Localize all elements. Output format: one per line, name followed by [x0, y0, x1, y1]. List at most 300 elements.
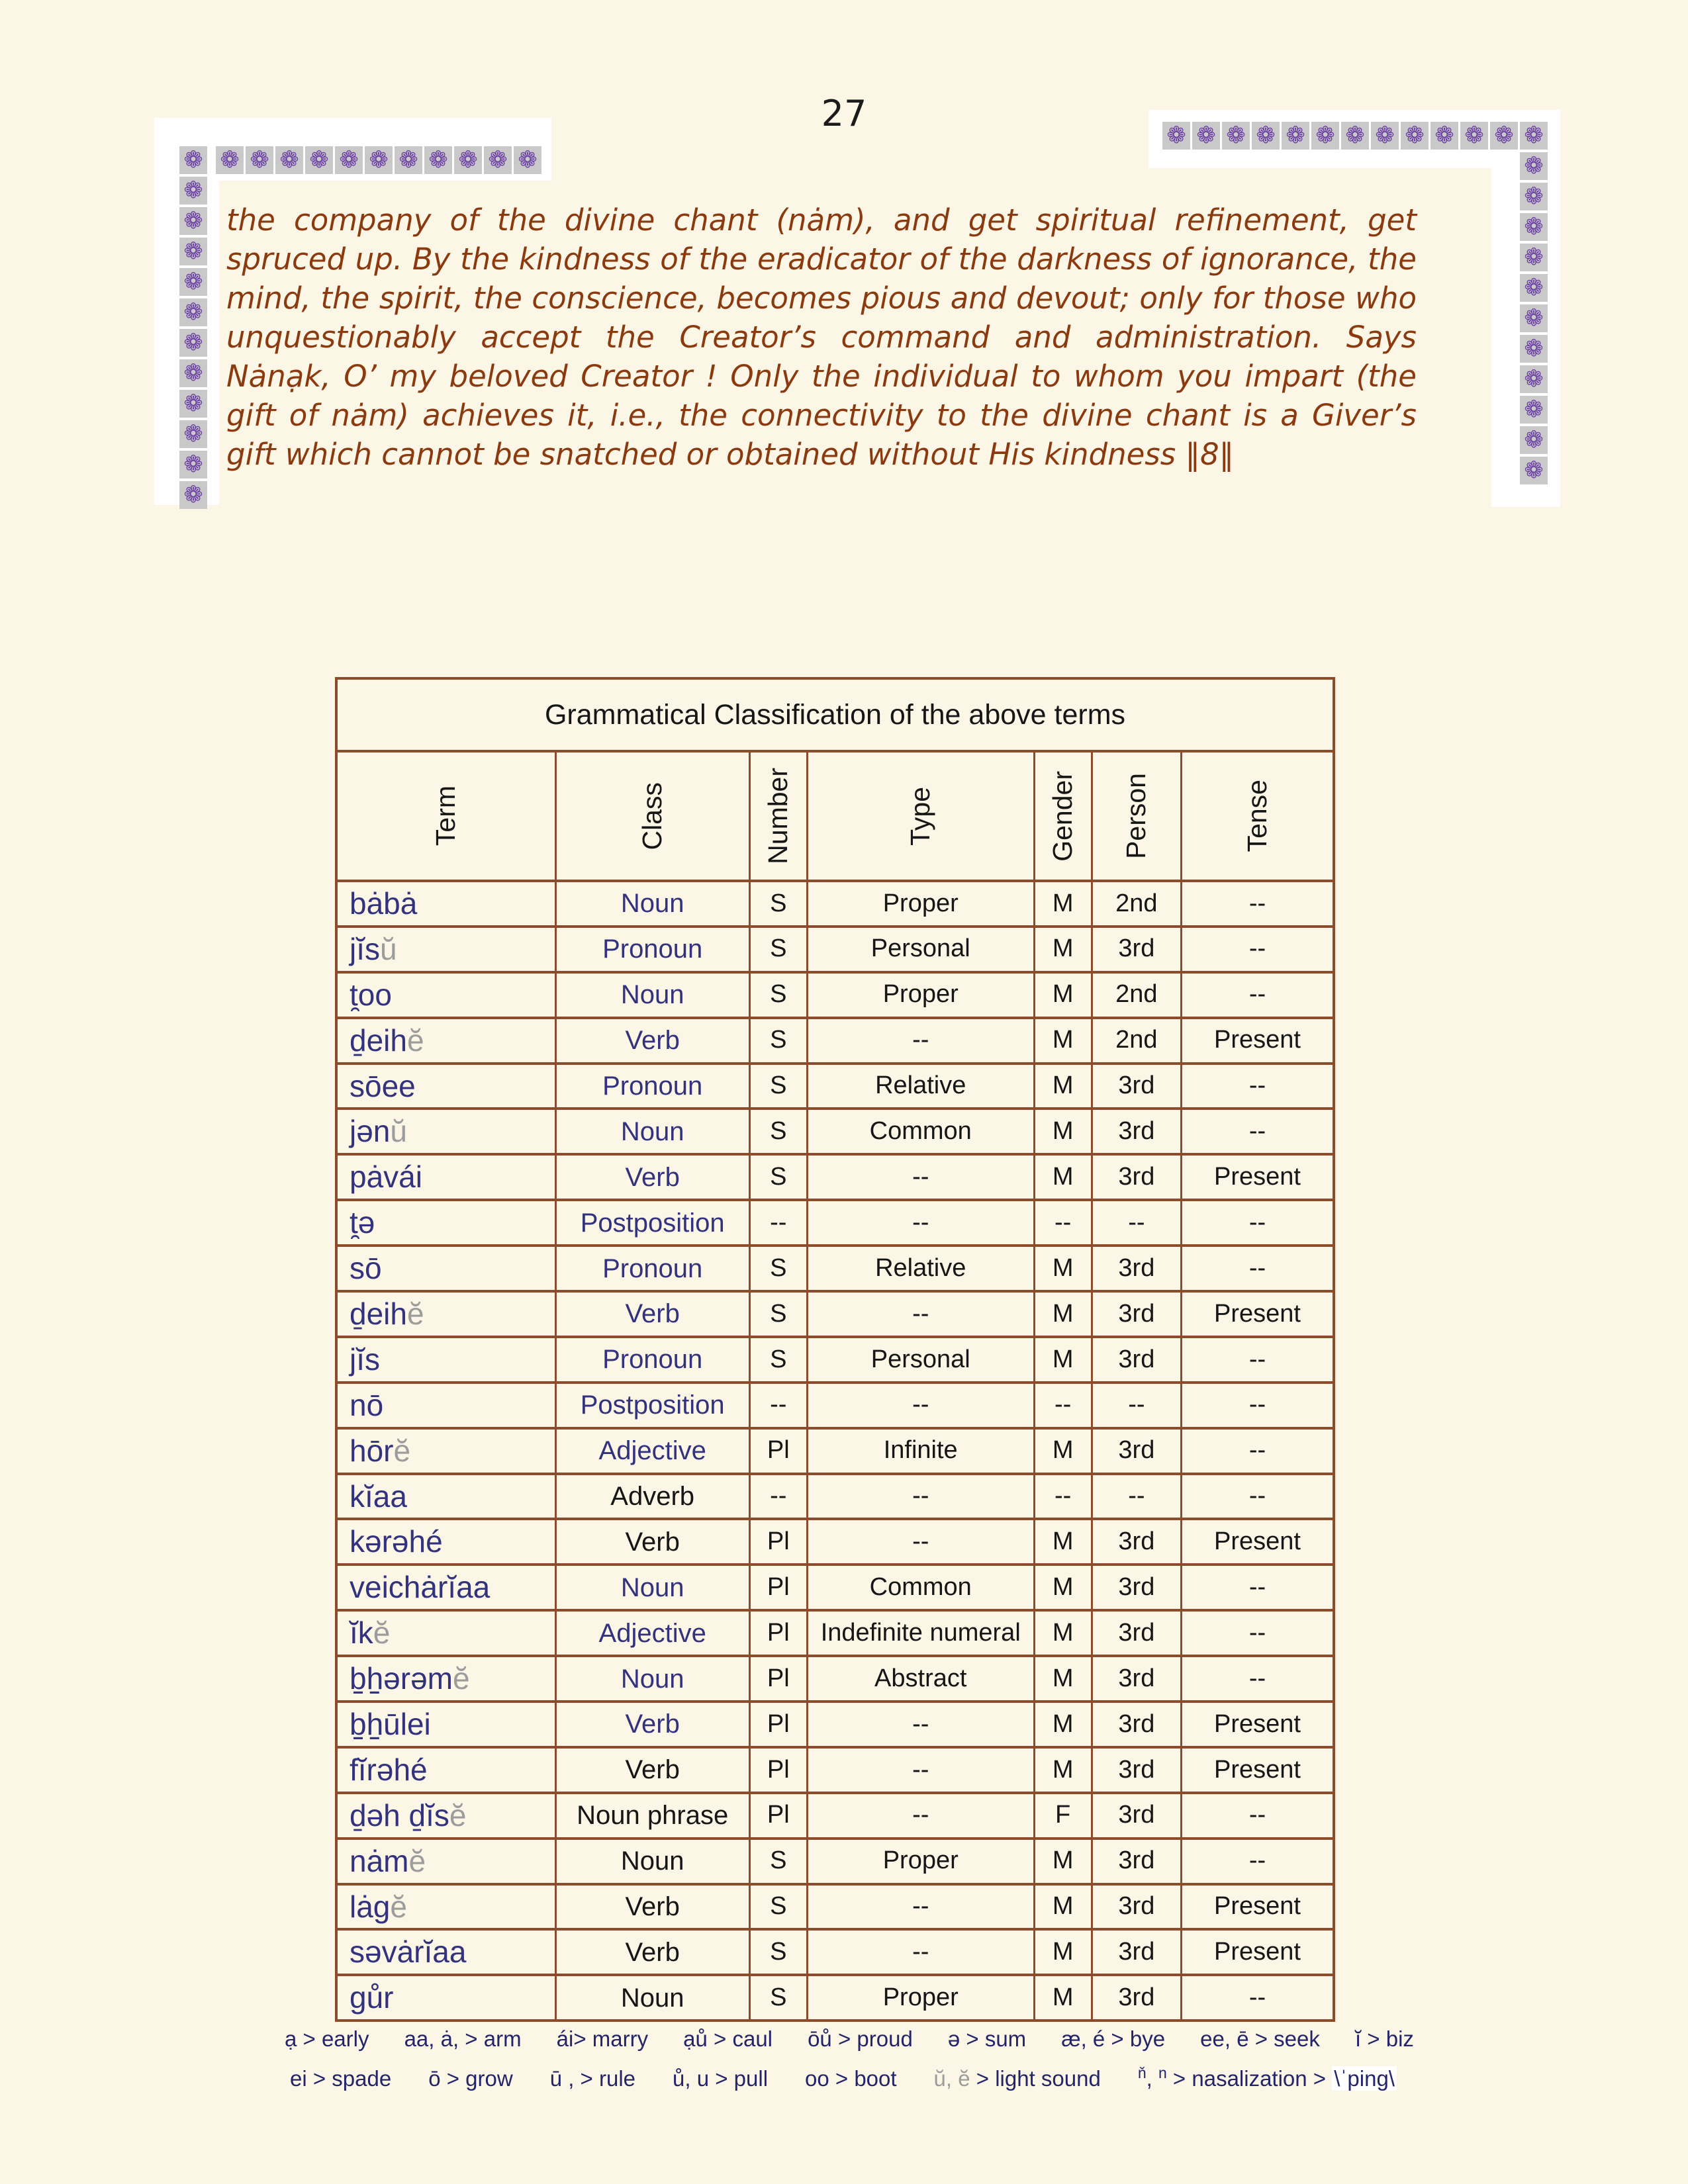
- gender-cell: M: [1033, 1703, 1091, 1746]
- legend-item: ōů > proud: [808, 2026, 913, 2051]
- term-gray-suffix: ŭ: [390, 1114, 407, 1149]
- flower-icon: ❁: [275, 146, 303, 174]
- term-cell: [338, 1976, 555, 2019]
- person-cell: 3rd: [1091, 1976, 1180, 2019]
- legend-item: ee, ē > seek: [1200, 2026, 1320, 2051]
- tense-cell: --: [1180, 882, 1333, 925]
- type-cell: Abstract: [806, 1657, 1033, 1700]
- person-cell: 2nd: [1091, 1019, 1180, 1062]
- type-cell: Relative: [806, 1065, 1033, 1108]
- flower-icon: ❁: [335, 146, 363, 174]
- term-cell: [338, 1794, 555, 1837]
- term-cell: [338, 1247, 555, 1290]
- gender-cell: M: [1033, 1566, 1091, 1609]
- person-cell: --: [1091, 1201, 1180, 1244]
- term-cell: [338, 1384, 555, 1427]
- gender-cell: M: [1033, 1019, 1091, 1062]
- person-cell: 2nd: [1091, 882, 1180, 925]
- person-cell: --: [1091, 1475, 1180, 1518]
- term-text: jən: [350, 1114, 391, 1149]
- flower-icon: ❁: [1401, 122, 1429, 150]
- term-gray-suffix: ĕ: [408, 1843, 426, 1878]
- table-row: [338, 1700, 1333, 1746]
- class-cell: Verb: [555, 1520, 749, 1563]
- flower-icon: ❁: [1282, 122, 1309, 150]
- class-cell: Noun: [555, 974, 749, 1017]
- number-cell: S: [749, 928, 806, 971]
- person-cell: 3rd: [1091, 1338, 1180, 1381]
- table-row: [338, 1427, 1333, 1473]
- term-text: ḏəh ḏĭs: [350, 1797, 449, 1833]
- class-cell: Pronoun: [555, 1247, 749, 1290]
- table-row: [338, 1928, 1333, 1974]
- number-cell: S: [749, 1976, 806, 2019]
- term-text: sō: [350, 1251, 382, 1286]
- type-cell: Common: [806, 1110, 1033, 1153]
- term-gray-suffix: ĕ: [390, 1889, 407, 1924]
- table-header-row: [338, 752, 1333, 880]
- type-cell: Proper: [806, 1976, 1033, 2019]
- table-row: [338, 1746, 1333, 1792]
- flower-icon: ❁: [179, 207, 207, 235]
- term-text: səvȧrĭaa: [350, 1934, 467, 1970]
- type-cell: Relative: [806, 1247, 1033, 1290]
- gender-cell: F: [1033, 1794, 1091, 1837]
- tense-cell: Present: [1180, 1520, 1333, 1563]
- table-row: [338, 880, 1333, 925]
- term-text: hōr: [350, 1433, 394, 1468]
- table-row: [338, 1837, 1333, 1883]
- tense-cell: Present: [1180, 1156, 1333, 1199]
- number-cell: Pl: [749, 1749, 806, 1792]
- type-cell: --: [806, 1931, 1033, 1974]
- term-cell: [338, 1110, 555, 1153]
- legend-item: ĭ > biz: [1354, 2026, 1414, 2051]
- column-header-person: Person: [1091, 752, 1180, 880]
- flower-icon: ❁: [1520, 365, 1548, 393]
- type-cell: Common: [806, 1566, 1033, 1609]
- tense-cell: Present: [1180, 1886, 1333, 1929]
- type-cell: --: [806, 1475, 1033, 1518]
- term-text: nȧm: [350, 1843, 409, 1878]
- term-text: gůr: [350, 1980, 394, 2015]
- type-cell: --: [806, 1293, 1033, 1336]
- class-cell: Postposition: [555, 1384, 749, 1427]
- tense-cell: Present: [1180, 1931, 1333, 1974]
- flower-icon: ❁: [1252, 122, 1280, 150]
- gender-cell: M: [1033, 1156, 1091, 1199]
- term-text: ĭk: [350, 1615, 373, 1651]
- tense-cell: --: [1180, 1201, 1333, 1244]
- class-cell: Verb: [555, 1293, 749, 1336]
- decorative-border-top-right-row: [1162, 122, 1518, 150]
- term-text: nō: [350, 1387, 384, 1422]
- tense-cell: Present: [1180, 1749, 1333, 1792]
- gender-cell: M: [1033, 1293, 1091, 1336]
- person-cell: 2nd: [1091, 974, 1180, 1017]
- table-row: [338, 1974, 1333, 2019]
- class-cell: Noun: [555, 1657, 749, 1700]
- flower-icon: ❁: [305, 146, 333, 174]
- term-cell: [338, 1566, 555, 1609]
- class-cell: Noun: [555, 1566, 749, 1609]
- term-text: t̯ə: [350, 1205, 375, 1240]
- type-cell: Proper: [806, 882, 1033, 925]
- table-row: [338, 925, 1333, 971]
- person-cell: 3rd: [1091, 1612, 1180, 1655]
- column-header-type: Type: [806, 752, 1033, 880]
- column-header-term: Term: [430, 786, 461, 846]
- term-cell: [338, 1065, 555, 1108]
- term-cell: [338, 974, 555, 1017]
- table-row: [338, 1062, 1333, 1108]
- tense-cell: --: [1180, 1110, 1333, 1153]
- pronunciation-legend-line-2: [290, 2066, 1397, 2091]
- tense-cell: Present: [1180, 1703, 1333, 1746]
- legend-item: ạ > early: [285, 2026, 369, 2051]
- flower-icon: ❁: [1520, 335, 1548, 363]
- type-cell: --: [806, 1794, 1033, 1837]
- number-cell: Pl: [749, 1657, 806, 1700]
- term-text: t̯oo: [350, 977, 392, 1012]
- term-text: ḏeih: [350, 1297, 407, 1332]
- legend-item: æ, é > bye: [1061, 2026, 1166, 2051]
- term-gray-suffix: ĕ: [406, 1023, 424, 1058]
- term-cell: [338, 1201, 555, 1244]
- gender-cell: M: [1033, 1976, 1091, 2019]
- term-cell: [338, 1019, 555, 1062]
- term-gray-suffix: ĕ: [452, 1661, 470, 1696]
- table-row: [338, 1609, 1333, 1655]
- gender-cell: M: [1033, 1430, 1091, 1473]
- gender-cell: --: [1033, 1475, 1091, 1518]
- legend-item: $^ň$, $^n$ > nasalization > \ˈping\: [1138, 2066, 1397, 2091]
- tense-cell: --: [1180, 1794, 1333, 1837]
- number-cell: Pl: [749, 1566, 806, 1609]
- person-cell: 3rd: [1091, 1110, 1180, 1153]
- legend-item: oo > boot: [805, 2066, 897, 2091]
- class-cell: Noun: [555, 1110, 749, 1153]
- number-cell: S: [749, 1110, 806, 1153]
- number-cell: S: [749, 1156, 806, 1199]
- term-text: veichȧrĭaa: [350, 1570, 491, 1605]
- flower-icon: ❁: [179, 359, 207, 387]
- term-cell: [338, 1612, 555, 1655]
- decorative-border-right-column: [1520, 122, 1548, 484]
- gender-cell: M: [1033, 1065, 1091, 1108]
- tense-cell: --: [1180, 974, 1333, 1017]
- person-cell: 3rd: [1091, 1931, 1180, 1974]
- number-cell: Pl: [749, 1794, 806, 1837]
- tense-cell: Present: [1180, 1019, 1333, 1062]
- term-cell: [338, 1886, 555, 1929]
- flower-icon: ❁: [1222, 122, 1250, 150]
- flower-icon: ❁: [1460, 122, 1488, 150]
- person-cell: 3rd: [1091, 1749, 1180, 1792]
- person-cell: --: [1091, 1384, 1180, 1427]
- class-cell: Verb: [555, 1886, 749, 1929]
- flower-icon: ❁: [1520, 274, 1548, 302]
- flower-icon: ❁: [1520, 426, 1548, 454]
- term-cell: [338, 1657, 555, 1700]
- class-cell: Adjective: [555, 1430, 749, 1473]
- number-cell: Pl: [749, 1520, 806, 1563]
- number-cell: S: [749, 974, 806, 1017]
- class-cell: Noun phrase: [555, 1794, 749, 1837]
- tense-cell: --: [1180, 1475, 1333, 1518]
- type-cell: --: [806, 1156, 1033, 1199]
- term-text: kĭaa: [350, 1479, 407, 1514]
- flower-icon: ❁: [179, 329, 207, 357]
- flower-icon: ❁: [1490, 122, 1518, 150]
- number-cell: S: [749, 1338, 806, 1381]
- tense-cell: --: [1180, 1338, 1333, 1381]
- class-cell: Noun: [555, 1840, 749, 1883]
- tense-cell: --: [1180, 928, 1333, 971]
- flower-icon: ❁: [1371, 122, 1399, 150]
- flower-icon: ❁: [1311, 122, 1339, 150]
- person-cell: 3rd: [1091, 1794, 1180, 1837]
- gender-cell: M: [1033, 1749, 1091, 1792]
- number-cell: --: [749, 1384, 806, 1427]
- gender-cell: M: [1033, 1886, 1091, 1929]
- term-gray-suffix: ĕ: [449, 1797, 467, 1833]
- term-cell: [338, 1703, 555, 1746]
- number-cell: --: [749, 1475, 806, 1518]
- table-row: [338, 1518, 1333, 1563]
- table-body: [338, 880, 1333, 2019]
- class-cell: Verb: [555, 1156, 749, 1199]
- term-text: fĭrəhé: [350, 1752, 428, 1787]
- gender-cell: M: [1033, 1338, 1091, 1381]
- flower-icon: ❁: [246, 146, 273, 174]
- table-row: [338, 971, 1333, 1017]
- class-cell: Pronoun: [555, 1338, 749, 1381]
- person-cell: 3rd: [1091, 1566, 1180, 1609]
- person-cell: 3rd: [1091, 1840, 1180, 1883]
- column-header-gender: Gender: [1033, 752, 1091, 880]
- type-cell: --: [806, 1886, 1033, 1929]
- flower-icon: ❁: [1430, 122, 1458, 150]
- term-text: jĭs: [350, 931, 380, 966]
- term-cell: [338, 1931, 555, 1974]
- person-cell: 3rd: [1091, 1156, 1180, 1199]
- flower-icon: ❁: [1520, 183, 1548, 210]
- flower-icon: ❁: [1520, 152, 1548, 180]
- flower-icon: ❁: [514, 146, 541, 174]
- legend-item: ō > grow: [428, 2066, 513, 2091]
- table-row: [338, 1336, 1333, 1381]
- number-cell: --: [749, 1201, 806, 1244]
- number-cell: S: [749, 1840, 806, 1883]
- class-cell: Noun: [555, 882, 749, 925]
- flower-icon: ❁: [216, 146, 244, 174]
- term-gray-suffix: ĕ: [393, 1433, 411, 1468]
- flower-icon: ❁: [1192, 122, 1220, 150]
- class-cell: Noun: [555, 1976, 749, 2019]
- class-cell: Pronoun: [555, 1065, 749, 1108]
- flower-icon: ❁: [1520, 244, 1548, 271]
- term-text: kərəhé: [350, 1524, 443, 1559]
- person-cell: 3rd: [1091, 1520, 1180, 1563]
- legend-item: ə > sum: [947, 2026, 1027, 2051]
- number-cell: S: [749, 1931, 806, 1974]
- flower-icon: ❁: [1520, 122, 1548, 150]
- gender-cell: M: [1033, 1520, 1091, 1563]
- number-cell: Pl: [749, 1703, 806, 1746]
- type-cell: Proper: [806, 1840, 1033, 1883]
- term-cell: [338, 928, 555, 971]
- gender-cell: M: [1033, 1657, 1091, 1700]
- flower-icon: ❁: [424, 146, 452, 174]
- tense-cell: --: [1180, 1247, 1333, 1290]
- table-row: [338, 1792, 1333, 1837]
- term-text: lȧg: [350, 1889, 391, 1924]
- flower-icon: ❁: [179, 420, 207, 448]
- flower-icon: ❁: [1162, 122, 1190, 150]
- table-row: [338, 1017, 1333, 1062]
- term-gray-suffix: ŭ: [380, 931, 397, 966]
- term-gray-suffix: ĕ: [373, 1615, 391, 1651]
- term-cell: [338, 1156, 555, 1199]
- flower-icon: ❁: [179, 298, 207, 326]
- person-cell: 3rd: [1091, 1657, 1180, 1700]
- gender-cell: --: [1033, 1384, 1091, 1427]
- class-cell: Verb: [555, 1703, 749, 1746]
- number-cell: S: [749, 1293, 806, 1336]
- flower-icon: ❁: [179, 177, 207, 205]
- person-cell: 3rd: [1091, 1247, 1180, 1290]
- flower-icon: ❁: [454, 146, 482, 174]
- flower-icon: ❁: [179, 146, 207, 174]
- type-cell: Infinite: [806, 1430, 1033, 1473]
- class-cell: Pronoun: [555, 928, 749, 971]
- person-cell: 3rd: [1091, 1886, 1180, 1929]
- gender-cell: M: [1033, 882, 1091, 925]
- flower-icon: ❁: [1520, 213, 1548, 241]
- gender-cell: M: [1033, 928, 1091, 971]
- pronunciation-legend-line-1: [285, 2026, 1414, 2052]
- table-title: Grammatical Classification of the above terms: [338, 680, 1333, 752]
- gender-cell: --: [1033, 1201, 1091, 1244]
- class-cell: Adjective: [555, 1612, 749, 1655]
- table-row: [338, 1381, 1333, 1427]
- legend-item: ái> marry: [556, 2026, 649, 2051]
- flower-icon: ❁: [1520, 457, 1548, 484]
- flower-icon: ❁: [1520, 396, 1548, 424]
- term-text: pȧvái: [350, 1160, 422, 1195]
- flower-icon: ❁: [484, 146, 512, 174]
- type-cell: --: [806, 1749, 1033, 1792]
- body-paragraph: the company of the divine chant (nȧm), and get spiritual refinement, get spruced up. By the kindness of the eradicator of the darkness of ignorance, the mind, the spirit, the conscience, becomes pious and devout; only for those who unquestionably accept the Creator’s command and administration. Says Nȧnạk, O’ my beloved Creator ! Only the individual to whom you impart (the gift of nȧm) achieves it, i.e., the connectivity to the divine chant is a Giver’s gift which cannot be snatched or obtained without His kindness ‖8‖: [226, 203, 1417, 472]
- legend-item: ů, u > pull: [673, 2066, 769, 2091]
- term-text: b̠h̠ūlei: [350, 1707, 431, 1742]
- table-row: [338, 1107, 1333, 1153]
- gender-cell: M: [1033, 974, 1091, 1017]
- term-cell: [338, 1520, 555, 1563]
- type-cell: --: [806, 1019, 1033, 1062]
- column-header-class: Class: [555, 752, 749, 880]
- page-number: 27: [821, 93, 867, 134]
- type-cell: Indefinite numeral: [806, 1612, 1033, 1655]
- column-header-number: Number: [749, 752, 806, 880]
- table-row: [338, 1290, 1333, 1336]
- person-cell: 3rd: [1091, 1430, 1180, 1473]
- grammar-table: [335, 677, 1335, 2022]
- type-cell: --: [806, 1703, 1033, 1746]
- number-cell: Pl: [749, 1430, 806, 1473]
- person-cell: 3rd: [1091, 1065, 1180, 1108]
- number-cell: S: [749, 1019, 806, 1062]
- person-cell: 3rd: [1091, 1703, 1180, 1746]
- flower-icon: ❁: [395, 146, 422, 174]
- number-cell: S: [749, 882, 806, 925]
- flower-icon: ❁: [365, 146, 393, 174]
- number-cell: S: [749, 1247, 806, 1290]
- tense-cell: --: [1180, 1065, 1333, 1108]
- class-cell: Verb: [555, 1931, 749, 1974]
- term-text: ḏeih: [350, 1023, 407, 1058]
- gender-cell: M: [1033, 1110, 1091, 1153]
- flower-icon: ❁: [179, 238, 207, 265]
- tense-cell: --: [1180, 1657, 1333, 1700]
- legend-item: ŭ, ĕ > light sound: [933, 2066, 1101, 2091]
- legend-item: aa, ȧ, > arm: [404, 2026, 522, 2051]
- person-cell: 3rd: [1091, 1293, 1180, 1336]
- tense-cell: --: [1180, 1384, 1333, 1427]
- term-text: bȧbȧ: [350, 886, 418, 921]
- table-row: [338, 1883, 1333, 1929]
- class-cell: Verb: [555, 1749, 749, 1792]
- table-row: [338, 1473, 1333, 1518]
- flower-icon: ❁: [179, 268, 207, 296]
- class-cell: Verb: [555, 1019, 749, 1062]
- legend-item: ei > spade: [290, 2066, 392, 2091]
- type-cell: --: [806, 1201, 1033, 1244]
- term-gray-suffix: ĕ: [406, 1297, 424, 1332]
- table-row: [338, 1153, 1333, 1199]
- term-text: sōee: [350, 1068, 416, 1103]
- class-cell: Postposition: [555, 1201, 749, 1244]
- column-header-tense: Tense: [1180, 752, 1333, 880]
- term-cell: [338, 1475, 555, 1518]
- term-cell: [338, 882, 555, 925]
- term-cell: [338, 1338, 555, 1381]
- decorative-border-top-left-row: [216, 146, 541, 174]
- tense-cell: --: [1180, 1566, 1333, 1609]
- number-cell: S: [749, 1886, 806, 1929]
- tense-cell: --: [1180, 1612, 1333, 1655]
- tense-cell: --: [1180, 1976, 1333, 2019]
- gender-cell: M: [1033, 1612, 1091, 1655]
- number-cell: Pl: [749, 1612, 806, 1655]
- type-cell: --: [806, 1384, 1033, 1427]
- table-row: [338, 1199, 1333, 1244]
- tense-cell: --: [1180, 1430, 1333, 1473]
- table-row: [338, 1655, 1333, 1700]
- term-cell: [338, 1840, 555, 1883]
- term-cell: [338, 1293, 555, 1336]
- flower-icon: ❁: [1341, 122, 1369, 150]
- person-cell: 3rd: [1091, 928, 1180, 971]
- legend-item: ū , > rule: [549, 2066, 636, 2091]
- class-cell: Adverb: [555, 1475, 749, 1518]
- flower-icon: ❁: [179, 451, 207, 478]
- table-row: [338, 1563, 1333, 1609]
- gender-cell: M: [1033, 1931, 1091, 1974]
- gender-cell: M: [1033, 1247, 1091, 1290]
- term-cell: [338, 1430, 555, 1473]
